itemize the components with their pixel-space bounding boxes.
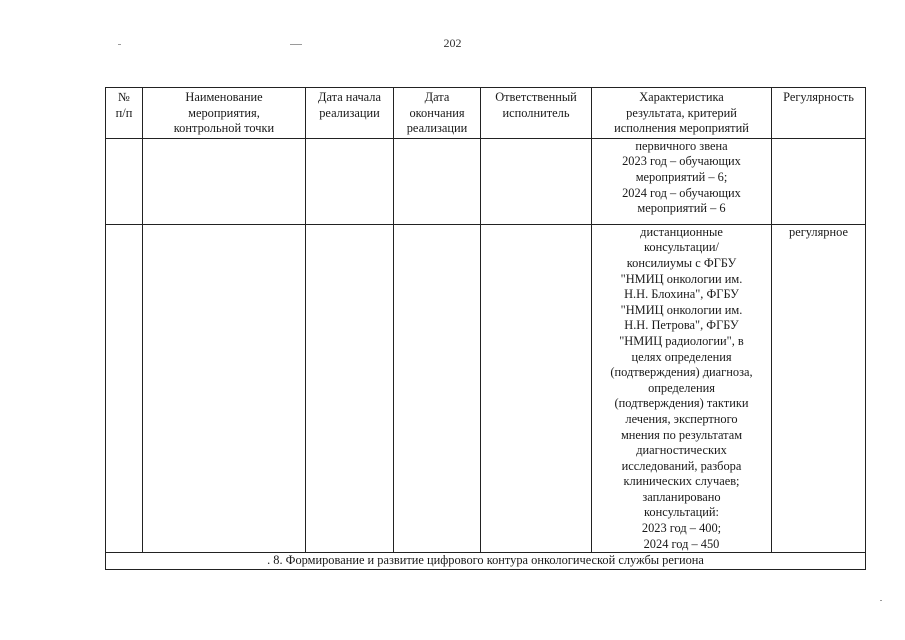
cell-number xyxy=(106,224,143,552)
header-characteristic: Характеристика результата, критерий исполнения мероприятий xyxy=(592,88,772,139)
cell-start-date xyxy=(306,138,394,224)
cell-end-date xyxy=(394,138,481,224)
header-start-date: Дата начала реализации xyxy=(306,88,394,139)
page-number: 202 xyxy=(443,36,462,50)
cell-responsible xyxy=(481,138,592,224)
cell-number xyxy=(106,138,143,224)
cell-end-date xyxy=(394,224,481,552)
table-row xyxy=(106,224,866,552)
cell-activity-name xyxy=(143,224,306,552)
header-activity-name: Наименование мероприятия, контрольной точки xyxy=(143,88,306,139)
scan-artifact xyxy=(880,600,882,601)
cell-characteristic: дистанционные консультации/ консилиумы с ФГБУ "НМИЦ онкологии им. Н.Н. Блохина", ФГБУ "НМИЦ онкологии им. Н.Н. Петрова", ФГБУ "НМИЦ радиологии", в целях определения (подтверждения) диагноза, определения (подтверждения) тактики лечения, экспертного мнения по результатам диагностических исследований, разбора клинических случаев; запланировано консультаций: 2023 год – 400; 2024 год – 450 xyxy=(592,224,772,552)
header-end-date: Дата окончания реализации xyxy=(394,88,481,139)
header-regularity: Регулярность xyxy=(772,88,866,139)
table-header-row xyxy=(106,88,866,139)
cell-start-date xyxy=(306,224,394,552)
scan-artifact xyxy=(118,44,121,45)
cell-regularity: регулярное xyxy=(772,224,866,552)
table-row xyxy=(106,138,866,224)
cell-activity-name xyxy=(143,138,306,224)
cell-regularity xyxy=(772,138,866,224)
cell-characteristic: первичного звена 2023 год – обучающих мероприятий – 6; 2024 год – обучающих мероприятий – 6 xyxy=(592,138,772,224)
activities-table xyxy=(105,87,866,570)
section-heading: . 8. Формирование и развитие цифрового контура онкологической службы региона xyxy=(106,553,866,570)
header-responsible: Ответственный исполнитель xyxy=(481,88,592,139)
scan-artifact xyxy=(290,44,302,45)
section-row xyxy=(106,553,866,570)
header-number: № п/п xyxy=(106,88,143,139)
cell-responsible xyxy=(481,224,592,552)
